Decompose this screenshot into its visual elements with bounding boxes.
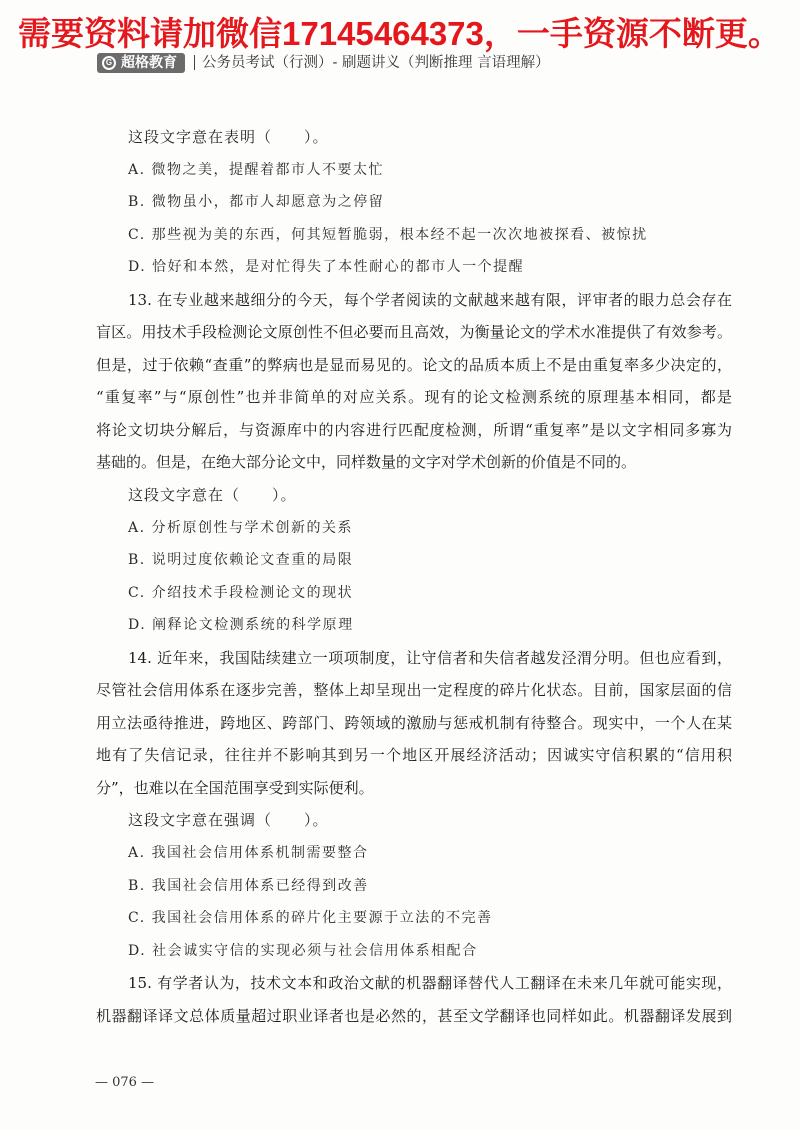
option-c: C. 介绍技术手段检测论文的现状 — [128, 584, 354, 601]
passage-line: 分”，也难以在全国范围享受到实际便利。 — [96, 778, 374, 797]
passage-line: “重复率”与“原创性”也并非简单的对应关系。现有的论文检测系统的原理基本相同，都是 — [96, 388, 732, 407]
option-c: C. 我国社会信用体系的碎片化主要源于立法的不完善 — [128, 910, 493, 927]
question-stem: 这段文字意在强调（ ）。 — [128, 811, 329, 830]
passage-line: 用立法亟待推进，跨地区、跨部门、跨领域的激励与惩戒机制有待整合。现实中，一个人在某 — [96, 713, 732, 732]
option-b: B. 我国社会信用体系已经得到改善 — [128, 877, 369, 894]
question-14 — [96, 642, 732, 967]
passage-line: 机器翻译译文总体质量超过职业译者也是必然的，甚至文学翻译也同样如此。机器翻译发展到 — [96, 1006, 732, 1025]
passage-line: 地有了失信记录，往往并不影响其到另一个地区开展经济活动；因诚实守信积累的“信用积 — [96, 746, 732, 765]
logo-g-icon: G — [102, 56, 116, 70]
option-d: D. 社会诚实守信的实现必须与社会信用体系相配合 — [128, 942, 478, 959]
header-divider — [194, 55, 195, 70]
option-a: A. 分析原创性与学术创新的关系 — [128, 519, 354, 536]
option-d: D. 恰好和本然，是对忙得失了本性耐心的都市人一个提醒 — [128, 259, 525, 276]
publisher-logo — [97, 53, 185, 73]
question-stem: 这段文字意在（ ）。 — [128, 486, 297, 505]
question-15 — [96, 967, 732, 1032]
passage-line: 14. 近年来，我国陆续建立一项项制度，让守信者和失信者越发泾渭分明。但也应看到， — [128, 648, 732, 667]
option-b: B. 说明过度依赖论文查重的局限 — [128, 552, 354, 569]
passage-line: 15. 有学者认为，技术文本和政治文献的机器翻译替代人工翻译在未来几年就可能实现， — [128, 974, 732, 993]
page-content — [96, 121, 732, 1032]
passage-line: 基础的。但是，在绝大部分论文中，同样数量的文字对学术创新的价值是不同的。 — [96, 453, 637, 472]
watermark-banner: 需要资料请加微信17145464373，一手资源不断更。 — [18, 15, 781, 52]
passage-line: 但是，过于依赖“查重”的弊病也是显而易见的。论文的品质本质上不是由重复率多少决定的， — [96, 355, 732, 374]
passage-line: 将论文切块分解后，与资源库中的内容进行匹配度检测，所谓“重复率”是以文字相同多寡为 — [96, 420, 732, 439]
question-12 — [96, 121, 732, 284]
option-c: C. 那些视为美的东西，何其短暂脆弱，根本经不起一次次地被探看、被惊扰 — [128, 226, 648, 243]
page-number: — 076 — — [95, 1075, 155, 1090]
question-stem: 这段文字意在表明（ ）。 — [128, 128, 329, 146]
passage-line: 盲区。用技术手段检测论文原创性不但必要而且高效，为衡量论文的学术水准提供了有效参考。 — [96, 323, 732, 342]
option-b: B. 微物虽小，都市人却愿意为之停留 — [128, 194, 385, 211]
option-d: D. 阐释论文检测系统的科学原理 — [128, 617, 354, 634]
question-13 — [96, 284, 732, 642]
logo-text: 超格教育 — [121, 54, 177, 71]
header-title: 公务员考试（行测）- 刷题讲义（判断推理 言语理解） — [202, 54, 550, 71]
option-a: A. 我国社会信用体系机制需要整合 — [128, 845, 369, 862]
passage-line: 尽管社会信用体系在逐步完善，整体上却呈现出一定程度的碎片化状态。目前，国家层面的信 — [96, 681, 732, 700]
passage-line: 13. 在专业越来越细分的今天，每个学者阅读的文献越来越有限，评审者的眼力总会存在 — [128, 290, 732, 309]
page-header — [97, 52, 550, 73]
option-a: A. 微物之美，提醒着都市人不要太忙 — [128, 161, 385, 178]
